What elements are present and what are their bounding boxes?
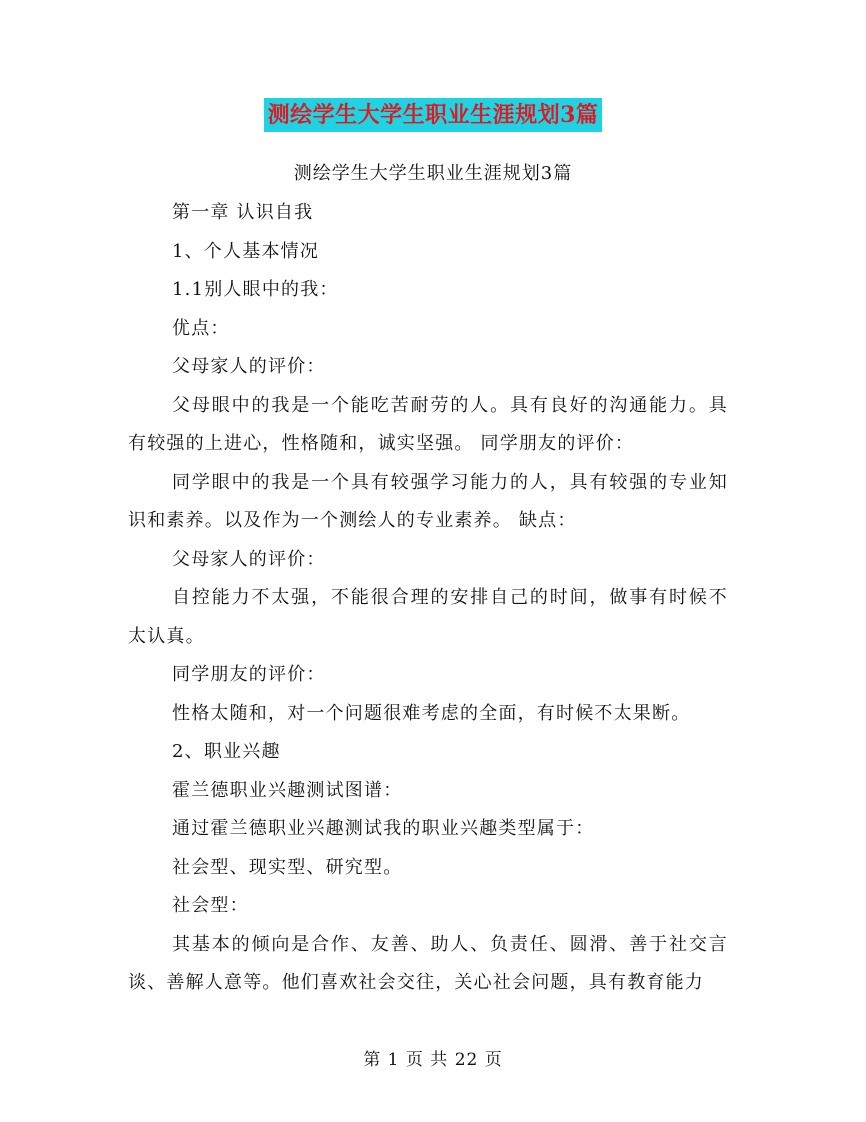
paragraph: 第一章 认识自我: [172, 202, 314, 223]
paragraph: 社会型、现实型、研究型。: [172, 856, 403, 878]
paragraph: 社会型：: [172, 895, 249, 916]
document-body: [128, 194, 728, 1003]
document-subtitle: 测绘学生大学生职业生涯规划3篇: [293, 163, 573, 184]
paragraph: 父母家人的评价：: [172, 548, 326, 570]
paragraph: 通过霍兰德职业兴趣测试我的职业兴趣类型属于：: [172, 818, 595, 839]
paragraph: 父母眼中的我是一个能吃苦耐劳的人。具有良好的沟通能力。具有较强的上进心，性格随和，诚实坚强。 同学朋友的评价：: [128, 394, 728, 454]
paragraph: 同学眼中的我是一个具有较强学习能力的人，具有较强的专业知识和素养。以及作为一个测绘人的专业素养。 缺点：: [128, 471, 728, 531]
paragraph: 霍兰德职业兴趣测试图谱：: [172, 779, 403, 801]
paragraph: 同学朋友的评价：: [172, 664, 326, 685]
paragraph: 性格太随和，对一个问题很难考虑的全面，有时候不太果断。: [172, 702, 691, 724]
paragraph: 1、个人基本情况: [172, 240, 320, 262]
page-footer: 第 1 页 共 22 页: [363, 1050, 503, 1070]
paragraph: 父母家人的评价：: [172, 356, 326, 377]
paragraph: 1.1别人眼中的我：: [172, 279, 339, 300]
document-title: 测绘学生大学生职业生涯规划3篇: [264, 98, 603, 132]
paragraph: 其基本的倾向是合作、友善、助人、负责任、圆滑、善于社交言谈、善解人意等。他们喜欢社会交往，关心社会问题，具有教育能力: [128, 933, 728, 993]
paragraph: 优点：: [172, 317, 230, 339]
paragraph: 自控能力不太强，不能很合理的安排自己的时间，做事有时候不太认真。: [128, 587, 728, 647]
title-container: [0, 98, 866, 132]
paragraph: 2、职业兴趣: [172, 741, 281, 762]
